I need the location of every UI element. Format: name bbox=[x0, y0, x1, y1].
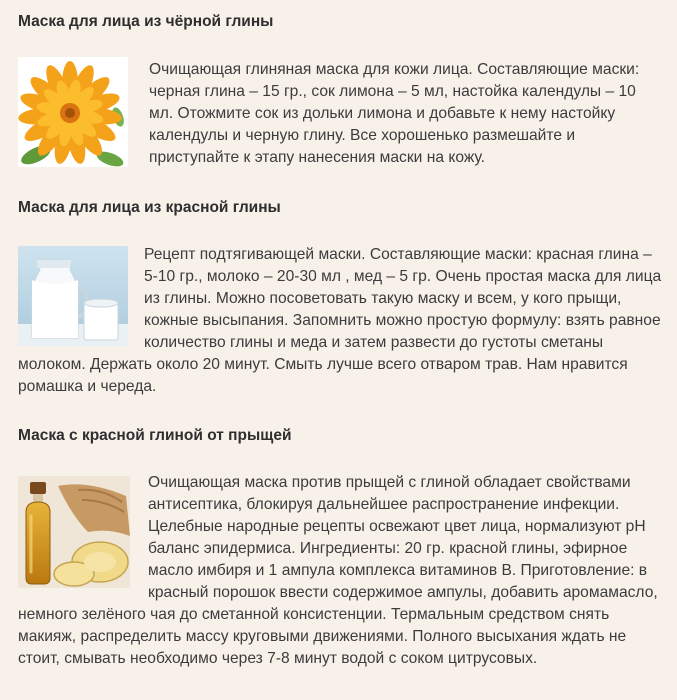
section-text: Очищающая глиняная маска для кожи лица. Составляющие маски: черная глина – 15 гр., сок лимона – 5 мл, настойка календулы – 10 мл. Отожмите сок из дольки лимона и добавьте к нему настойку календулы и черную глину. Все хорошенько размешайте и приступайте к этапу нанесения маски на кожу. bbox=[149, 61, 640, 166]
section-title: Маска для лица из красной глины bbox=[18, 199, 281, 216]
section-title: Маска с красной глиной от прыщей bbox=[18, 427, 292, 444]
section-content bbox=[18, 244, 663, 398]
section-content bbox=[18, 472, 663, 670]
section-text: Очищающая маска против прыщей с глиной обладает свойствами антисептика, блокируя дальнейшее распространение инфекции. Целебные народные рецепты освежают цвет лица, нормализуют pH баланс эпидермиса. Ингредиенты: 20 гр. красной глины, эфирное масло имбиря и 1 ампула комплекса витаминов В. Приготовление: в красный порошок ввести содержимое ампулы, добавить аромамасло, немного зелёного чая до сметанной консистенции. Термальным средством снять макияж, распределить массу круговыми движениями. Полного высыхания ждать не стоит, смывать необходимо через 7-8 минут водой с соком цитрусовых. bbox=[18, 474, 658, 667]
ginger-oil-image bbox=[18, 476, 130, 588]
section-acne-red-clay-mask bbox=[18, 426, 663, 670]
calendula-flower-image bbox=[18, 57, 128, 167]
milk-jug-image bbox=[18, 246, 128, 346]
section-red-clay-mask bbox=[18, 198, 663, 398]
section-content bbox=[18, 59, 663, 169]
section-title: Маска для лица из чёрной глины bbox=[18, 13, 274, 30]
section-text: Рецепт подтягивающей маски. Составляющие маски: красная глина – 5-10 гр., молоко – 20-30 мл , мед – 5 гр. Очень простая маска для лица из глины. Можно посоветовать такую маску и всем, у кого прыщи, кожные высыпания. Запомнить можно простую формулу: взять равное количество глины и меда и затем развести до густоты сметаны молоком. Держать около 20 минут. Смыть лучше всего отваром трав. Нам нравится ромашка и череда. bbox=[18, 246, 662, 395]
section-black-clay-mask bbox=[18, 12, 663, 173]
